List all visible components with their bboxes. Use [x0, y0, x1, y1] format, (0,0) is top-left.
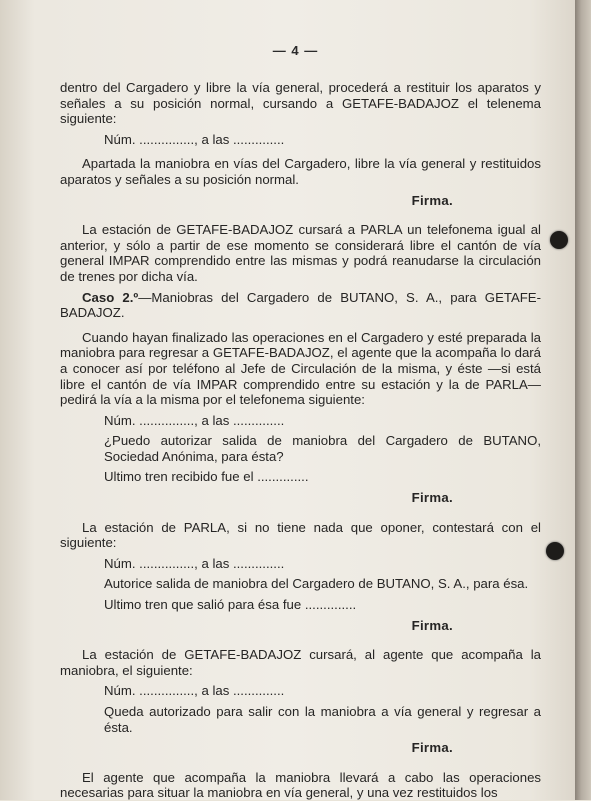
paragraph-getafe-parla: La estación de GETAFE-BADAJOZ cursará a PARLA un telefonema igual al anterior, y sólo a partir de ese momento se considerará libre el cantón de vía general IMPAR comprendido entre las mismas y podrá reanudarse la circulación de trenes por dicha vía.: [60, 222, 541, 284]
last-train-line: Ultimo tren recibido fue el ..............: [104, 469, 309, 485]
telefonema-number-line: Núm. ..............., a las ..............: [104, 683, 285, 699]
paragraph-parla-reply: La estación de PARLA, si no tiene nada que oponer, contestará con el siguiente:: [60, 519, 541, 551]
paragraph-getafe-agent: La estación de GETAFE-BADAJOZ cursará, al agente que acompaña la maniobra, el siguiente:: [60, 647, 541, 678]
page-number: — 4 —: [272, 43, 319, 58]
document-body: [60, 80, 541, 801]
paragraph-agent-operations: El agente que acompaña la maniobra llevará a cabo las operaciones necesarias para situar la maniobra en vía general, y una vez restituidos los: [60, 769, 541, 801]
punch-hole-bottom: [546, 542, 564, 560]
telefonema-authorized: Queda autorizado para salir con la maniobra a vía general y regresar a ésta.: [104, 704, 541, 735]
signature-label: Firma.: [411, 192, 453, 208]
punch-hole-top: [550, 231, 568, 249]
telefonema-number-line: Núm. ..............., a las ..............: [104, 555, 285, 571]
signature-label: Firma.: [411, 617, 453, 633]
case-label: Caso 2.º: [82, 289, 139, 305]
case-heading: [60, 290, 541, 321]
last-train-line: Ultimo tren que salió para ésa fue ..............: [104, 597, 357, 613]
paragraph-continuation: dentro del Cargadero y libre la vía general, procederá a restituir los aparatos y señales a su posición normal, cursando a GETAFE-BADAJOZ el telenema siguiente:: [60, 80, 541, 127]
case-title: —Maniobras del Cargadero de BUTANO, S. A., para GETAFE-BADAJOZ.: [60, 289, 541, 321]
telefonema-number-line: Núm. ..............., a las ..............: [104, 131, 285, 147]
telefonema-authorize: Autorice salida de maniobra del Cargadero de BUTANO, S. A., para ésa.: [104, 576, 529, 592]
paragraph-finalizado: Cuando hayan finalizado las operaciones en el Cargadero y esté preparada la maniobra para regresar a GETAFE-BADAJOZ, el agente que la acompaña lo dará a conocer así por teléfono al Jefe de Circulación de la misma, y éste —si está libre el cantón de vía IMPAR comprendido entre su estación y la de PARLA— pedirá la vía a la misma por el telefonema siguiente:: [60, 329, 541, 408]
telefonema-number-line: Núm. ..............., a las ..............: [104, 412, 285, 428]
telefonema-question: ¿Puedo autorizar salida de maniobra del Cargadero de BUTANO, Sociedad Anónima, para ésta?: [104, 433, 541, 464]
binding-spine: [575, 0, 591, 800]
signature-label: Firma.: [411, 490, 453, 506]
paragraph-apartada: Apartada la maniobra en vías del Cargadero, libre la vía general y restituidos aparatos y señales a su posición normal.: [60, 156, 541, 187]
signature-label: Firma.: [411, 740, 453, 756]
